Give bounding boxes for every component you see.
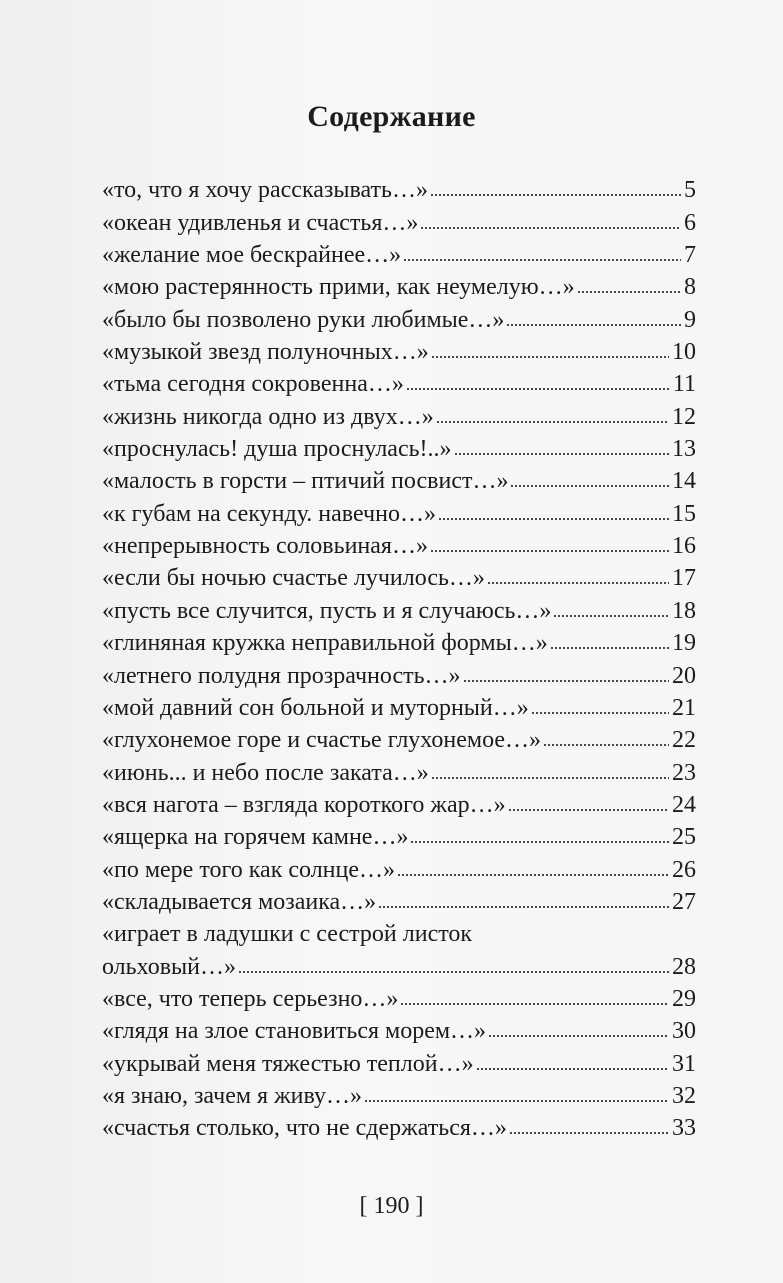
toc-entry	[102, 463, 696, 495]
dot-leader	[406, 386, 670, 392]
toc-entry-title: «июнь... и небо после заката…»	[102, 759, 429, 786]
toc-entry-title: «летнего полудня прозрачность…»	[102, 662, 461, 689]
toc-entry-page: 5	[684, 177, 696, 204]
toc-entry-title: «все, что теперь серьезно…»	[102, 985, 399, 1012]
toc-entry-page: 23	[672, 759, 696, 786]
dot-leader	[487, 580, 669, 586]
toc-entry	[102, 884, 696, 916]
dot-leader	[430, 192, 681, 198]
toc-entry-title: «глухонемое горе и счастье глухонемое…»	[102, 727, 542, 754]
toc-entry	[102, 204, 696, 236]
toc-entry	[102, 722, 696, 754]
toc-entry-title: «укрывай меня тяжестью теплой…»	[102, 1050, 474, 1077]
toc-entry-page: 12	[672, 403, 696, 430]
dot-leader	[509, 1130, 669, 1136]
toc-entry-title: «было бы позволено руки любимые…»	[102, 306, 505, 333]
toc-entry-title: «по мере того как солнце…»	[102, 856, 396, 883]
toc-entry-page: 9	[684, 306, 696, 333]
toc-entry-page: 25	[672, 824, 696, 851]
toc-entry-title: «мою растерянность прими, как неумелую…»	[102, 274, 575, 301]
toc-entry	[102, 690, 696, 722]
toc-entry	[102, 431, 696, 463]
toc-entry-page: 19	[672, 630, 696, 657]
toc-entry-page: 26	[672, 856, 696, 883]
toc-entry	[102, 851, 696, 883]
toc-entry-page: 28	[672, 953, 696, 980]
dot-leader	[420, 225, 681, 231]
toc-entry-page: 11	[672, 371, 696, 398]
toc-entry-page: 6	[684, 209, 696, 236]
toc-entry-title: «жизнь никогда одно из двух…»	[102, 403, 434, 430]
toc-entry	[102, 495, 696, 527]
dot-leader	[378, 904, 669, 910]
toc-entry-title: «музыкой звезд полуночных…»	[102, 339, 429, 366]
toc-entry	[102, 1078, 696, 1110]
toc-entry	[102, 754, 696, 786]
toc-entry	[102, 1045, 696, 1077]
dot-leader	[463, 678, 669, 684]
toc-entry	[102, 819, 696, 851]
page-title: Содержание	[307, 100, 476, 133]
toc-entry-title-line2: ольховый…»	[102, 953, 236, 980]
dot-leader	[510, 483, 669, 489]
dot-leader	[550, 645, 669, 651]
toc-entry-page: 14	[672, 468, 696, 495]
toc-entry-title: «ящерка на горячем камне…»	[102, 824, 409, 851]
toc-entry-page: 16	[672, 533, 696, 560]
toc-entry-title: «мой давний сон больной и муторный…»	[102, 694, 529, 721]
toc-entry-page: 33	[672, 1115, 696, 1142]
toc-entry-page: 15	[672, 500, 696, 527]
dot-leader	[397, 872, 669, 878]
toc-entry-title: «малость в горсти – птичий посвист…»	[102, 468, 509, 495]
dot-leader	[430, 548, 669, 554]
dot-leader	[400, 1001, 669, 1007]
toc-entry-title: «океан удивленья и счастья…»	[102, 209, 419, 236]
toc-entry	[102, 334, 696, 366]
toc-entry-page: 17	[672, 565, 696, 592]
toc-entry-page: 10	[672, 339, 696, 366]
toc-entry	[102, 1013, 696, 1045]
toc-entry	[102, 237, 696, 269]
toc-entry-title: «если бы ночью счастье лучилось…»	[102, 565, 485, 592]
toc-entry-page: 24	[672, 791, 696, 818]
toc-entry-page: 31	[672, 1050, 696, 1077]
toc-entry-page: 22	[672, 727, 696, 754]
toc-entry-page: 7	[684, 242, 696, 269]
toc-entry	[102, 398, 696, 430]
dot-leader	[553, 613, 669, 619]
toc-entry	[102, 592, 696, 624]
toc-entry-title: «тьма сегодня сокровенна…»	[102, 371, 404, 398]
toc-entry-title: «я знаю, зачем я живу…»	[102, 1082, 363, 1109]
toc-entry-title: «желание мое бескрайнее…»	[102, 242, 402, 269]
toc-entry-title: «глиняная кружка неправильной формы…»	[102, 630, 548, 657]
toc-entry	[102, 1110, 696, 1142]
toc-entry-title: «счастья столько, что не сдержаться…»	[102, 1115, 507, 1142]
toc-entry	[102, 366, 696, 398]
toc-entry-title: «то, что я хочу рассказывать…»	[102, 177, 428, 204]
toc-entry	[102, 269, 696, 301]
dot-leader	[476, 1066, 669, 1072]
toc-entry	[102, 657, 696, 689]
dot-leader	[454, 451, 669, 457]
dot-leader	[403, 257, 681, 263]
dot-leader	[238, 969, 669, 975]
dot-leader	[577, 289, 681, 295]
toc-entry	[102, 528, 696, 560]
dot-leader	[543, 742, 669, 748]
toc-entry-title: «складывается мозаика…»	[102, 888, 377, 915]
toc-entry	[102, 172, 696, 204]
dot-leader	[488, 1033, 669, 1039]
toc-entry-title: «пусть все случится, пусть и я случаюсь…»	[102, 597, 552, 624]
dot-leader	[508, 807, 669, 813]
toc-entry-title: «вся нагота – взгляда короткого жар…»	[102, 791, 506, 818]
toc-entry-title: «непрерывность соловьиная…»	[102, 533, 428, 560]
dot-leader	[410, 839, 669, 845]
dot-leader	[531, 710, 669, 716]
toc-entry	[102, 625, 696, 657]
toc-entry	[102, 916, 696, 981]
toc-entry-page: 8	[684, 274, 696, 301]
dot-leader	[506, 322, 681, 328]
toc-entry	[102, 787, 696, 819]
toc-entry-page: 20	[672, 662, 696, 689]
toc-entry-page: 29	[672, 985, 696, 1012]
dot-leader	[431, 775, 669, 781]
toc-entry-page: 30	[672, 1018, 696, 1045]
toc-entry	[102, 560, 696, 592]
dot-leader	[364, 1098, 669, 1104]
toc-entry-title: «глядя на злое становиться морем…»	[102, 1018, 487, 1045]
toc-entry-page: 13	[672, 436, 696, 463]
toc-entry-page: 32	[672, 1082, 696, 1109]
dot-leader	[438, 516, 669, 522]
page-number: [ 190 ]	[359, 1193, 424, 1219]
table-of-contents	[102, 172, 696, 1142]
toc-entry-title: «к губам на секунду. навечно…»	[102, 500, 436, 527]
toc-entry-page: 21	[672, 694, 696, 721]
dot-leader	[431, 354, 669, 360]
toc-entry-title-line1: «играет в ладушки с сестрой листок	[102, 921, 473, 948]
toc-entry	[102, 981, 696, 1013]
toc-entry-title: «проснулась! душа проснулась!..»	[102, 436, 452, 463]
dot-leader	[436, 419, 669, 425]
toc-entry-page: 27	[672, 888, 696, 915]
toc-entry	[102, 301, 696, 333]
toc-entry-page: 18	[672, 597, 696, 624]
